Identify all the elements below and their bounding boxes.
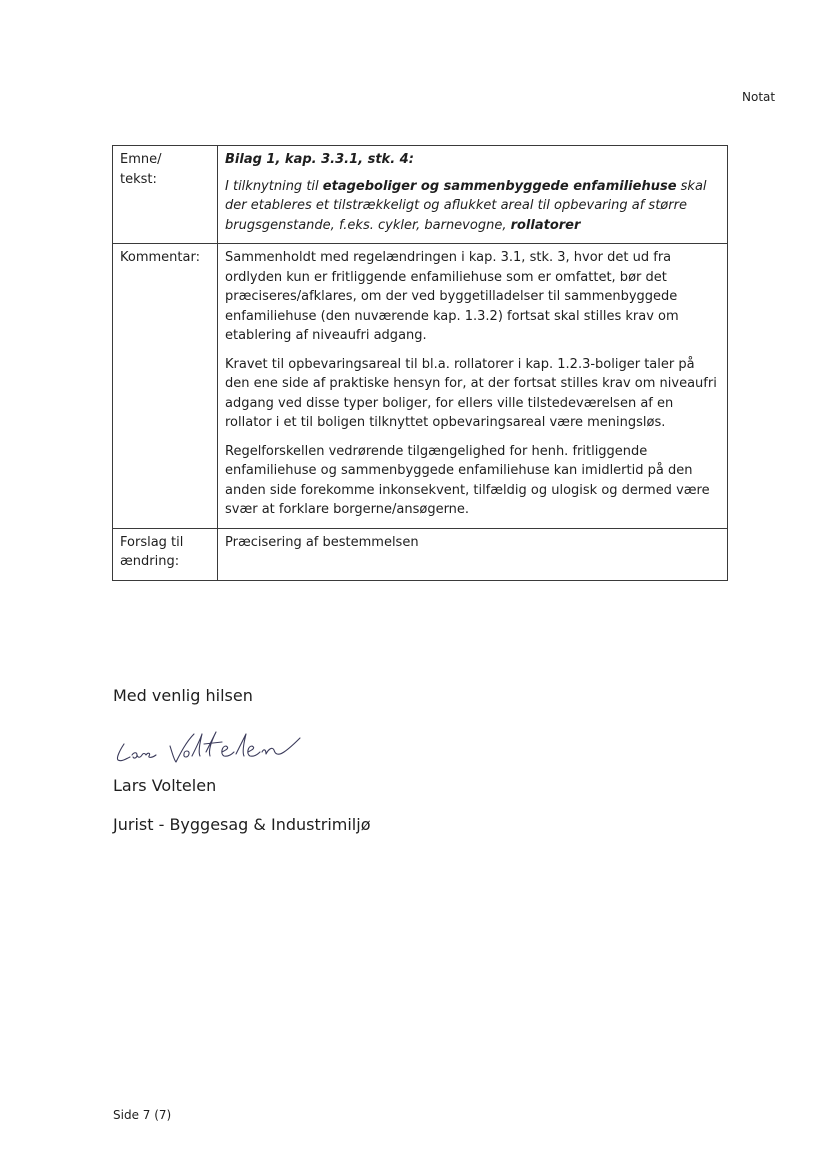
comment-content — [218, 244, 728, 529]
suggestion-content: Præcisering af bestemmelsen — [218, 528, 728, 580]
row-label-comment — [113, 244, 218, 529]
subject-content — [218, 146, 728, 244]
signer-name: Lars Voltelen — [113, 776, 217, 795]
row-label-suggestion — [113, 528, 218, 580]
table-row-comment — [113, 244, 728, 529]
comment-paragraph: Regelforskellen vedrørende tilgængelighed for henh. fritliggende enfamiliehuse og sammenbyggede enfamiliehuse kan imidlertid på den anden side forekomme inkonsekvent, tilfældig og ulogisk og dermed være svær at forklare borgerne/ansøgerne. — [225, 443, 710, 517]
comment-paragraph: Kravet til opbevaringsareal til bl.a. rollatorer i kap. 1.2.3-boliger taler på den ene side af praktiske hensyn for, at der fortsat stilles krav om niveaufri adgang ved disse typer boliger, for ellers ville tilstedeværelsen af en rollator i et til boligen tilknyttet opbevaringsareal være meningsløs. — [225, 356, 717, 430]
table-row-subject — [113, 146, 728, 244]
table-row-suggestion — [113, 528, 728, 580]
row-label-subject — [113, 146, 218, 244]
comment-paragraph: Sammenholdt med regelændringen i kap. 3.1, stk. 3, hvor det ud fra ordlyden kun er fritliggende enfamiliehuse som er omfattet, bør det præciseres/afklares, om der ved byggetilladelser til sammenbyggede enfamiliehuse (den nuværende kap. 1.3.2) fortsat skal stilles krav om etablering af niveaufri adgang. — [225, 250, 679, 343]
closing-greeting: Med venlig hilsen — [113, 686, 253, 705]
label-text: Forslag til ændring: — [120, 534, 184, 569]
label-text: Kommentar: — [120, 250, 200, 265]
page-number: Side 7 (7) — [113, 1108, 172, 1122]
quote-text-2: skal der etableres et tilstrækkeligt og aflukket areal til opbevaring af større brugsgenstande, f.eks. cykler, barnevogne, — [225, 178, 707, 233]
quote-emphasis-1: etageboliger og sammenbyggede enfamiliehuse — [322, 178, 677, 194]
quoted-provision — [225, 177, 720, 236]
quote-emphasis-2: rollatorer — [510, 217, 581, 233]
signer-title: Jurist - Byggesag & Industrimiljø — [113, 815, 371, 834]
section-reference: Bilag 1, kap. 3.3.1, stk. 4: — [225, 152, 414, 167]
comment-table — [112, 145, 728, 581]
handwritten-signature — [112, 722, 302, 768]
quote-text-1: I tilknytning til — [225, 178, 323, 194]
document-type-label: Notat — [742, 90, 776, 104]
label-text: Emne/ tekst: — [120, 152, 162, 187]
